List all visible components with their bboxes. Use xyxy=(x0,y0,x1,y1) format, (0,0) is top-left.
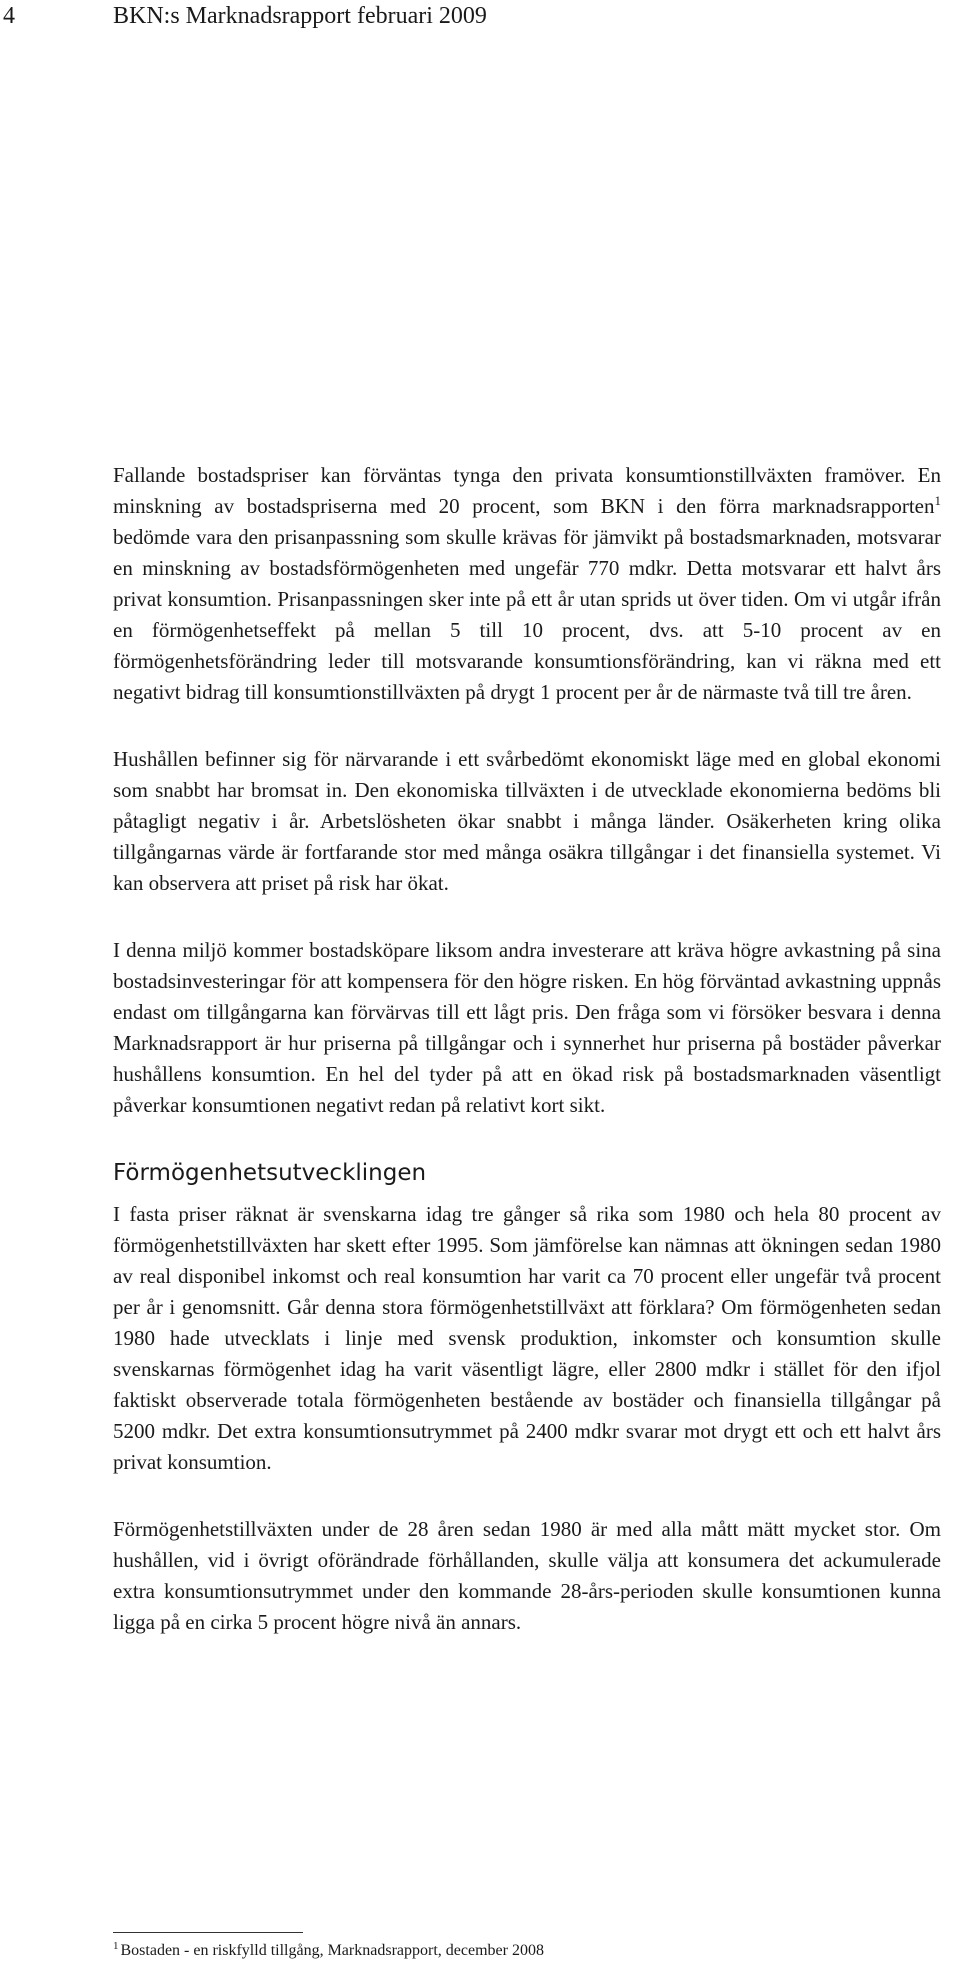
paragraph-3: I denna miljö kommer bostadsköpare liksom andra investerare att kräva högre avkastning på sina bostadsinvesteringar för att kompensera för den högre risken. En hög förväntad avkastning uppnås endast om tillgångarna kan förvärvas till ett lågt pris. Den fråga som vi försöker besvara i denna Marknadsrapport är hur priserna på tillgångar och i synnerhet hur priserna på bostäder påverkar hushållens konsumtion. En hel del tyder på att en ökad risk på bostadsmarknaden väsentligt påverkar konsumtionen negativt redan på relativt kort sikt. xyxy=(113,938,941,1117)
paragraph-1-text-a: Fallande bostadspriser kan förväntas tynga den privata konsumtionstillväxten framöver. En minskning av bostadspriserna med 20 procent, som BKN i den förra marknadsrapporten xyxy=(113,463,941,518)
footnote-divider xyxy=(113,1932,303,1933)
footnote-number: 1 xyxy=(113,1939,119,1952)
paragraph-1-text-b: bedömde vara den prisanpassning som skulle krävas för jämvikt på bostadsmarknaden, motsvarar en minskning av bostadsförmögenheten med ungefär 770 mdkr. Detta motsvarar ett halvt års privat konsumtion. Prisanpassningen sker inte på ett år utan sprids ut över tiden. Om vi utgår ifrån en förmögenhetseffekt på mellan 5 till 10 procent, dvs. att 5-10 procent av en förmögenhetsförändring leder till motsvarande konsumtionsförändring, kan vi räkna med ett negativt bidrag till konsumtionstillväxten på drygt 1 procent per år de närmaste två till tre åren. xyxy=(113,525,941,704)
paragraph-1 xyxy=(113,460,941,708)
paragraph-5: Förmögenhetstillväxten under de 28 åren sedan 1980 är med alla mått mätt mycket stor. Om hushållen, vid i övrigt oförändrade förhållanden, skulle välja att konsumera det ackumulerade extra konsumtionsutrymmet under den kommande 28-års-perioden skulle konsumtionen kunna ligga på en cirka 5 procent högre nivå än annars. xyxy=(113,1517,941,1634)
footnote-reference[interactable]: 1 xyxy=(934,493,941,508)
paragraph-2: Hushållen befinner sig för närvarande i ett svårbedömt ekonomiskt läge med en global ekonomi som snabbt har bromsat in. Den ekonomiska tillväxten i de utvecklade ekonomierna bedöms bli påtagligt negativ i år. Arbetslösheten ökar snabbt i många länder. Osäkerheten kring olika tillgångarnas värde är fortfarande stor med många osäkra tillgångar i det finansiella systemet. Vi kan observera att priset på risk har ökat. xyxy=(113,747,941,895)
main-content xyxy=(113,460,941,1638)
running-header-title: BKN:s Marknadsrapport februari 2009 xyxy=(113,3,487,29)
footnote xyxy=(113,1940,544,1962)
paragraph-4: I fasta priser räknat är svenskarna idag tre gånger så rika som 1980 och hela 80 procent av förmögenhetstillväxten har skett efter 1995. Som jämförelse kan nämnas att ökningen sedan 1980 av real disponibel inkomst och real konsumtion har varit ca 70 procent eller ungefär två procent per år i genomsnitt. Går denna stora förmögenhetstillväxt att förklara? Om förmögenheten sedan 1980 hade utvecklats i linje med svensk produktion, inkomster och konsumtion skulle svenskarnas förmögenhet idag ha varit väsentligt lägre, eller 2800 mdkr i stället för den ifjol faktiskt observerade totala förmögenheten bestående av bostäder och finansiella tillgångar på 5200 mdkr. Det extra konsumtionsutrymmet på 2400 mdkr svarar mot drygt ett och ett halvt års privat konsumtion. xyxy=(113,1202,941,1474)
footnote-text: Bostaden - en riskfylld tillgång, Marknadsrapport, december 2008 xyxy=(120,1942,544,1959)
page-number: 4 xyxy=(3,3,15,29)
section-heading: Förmögenhetsutvecklingen xyxy=(113,1160,427,1186)
